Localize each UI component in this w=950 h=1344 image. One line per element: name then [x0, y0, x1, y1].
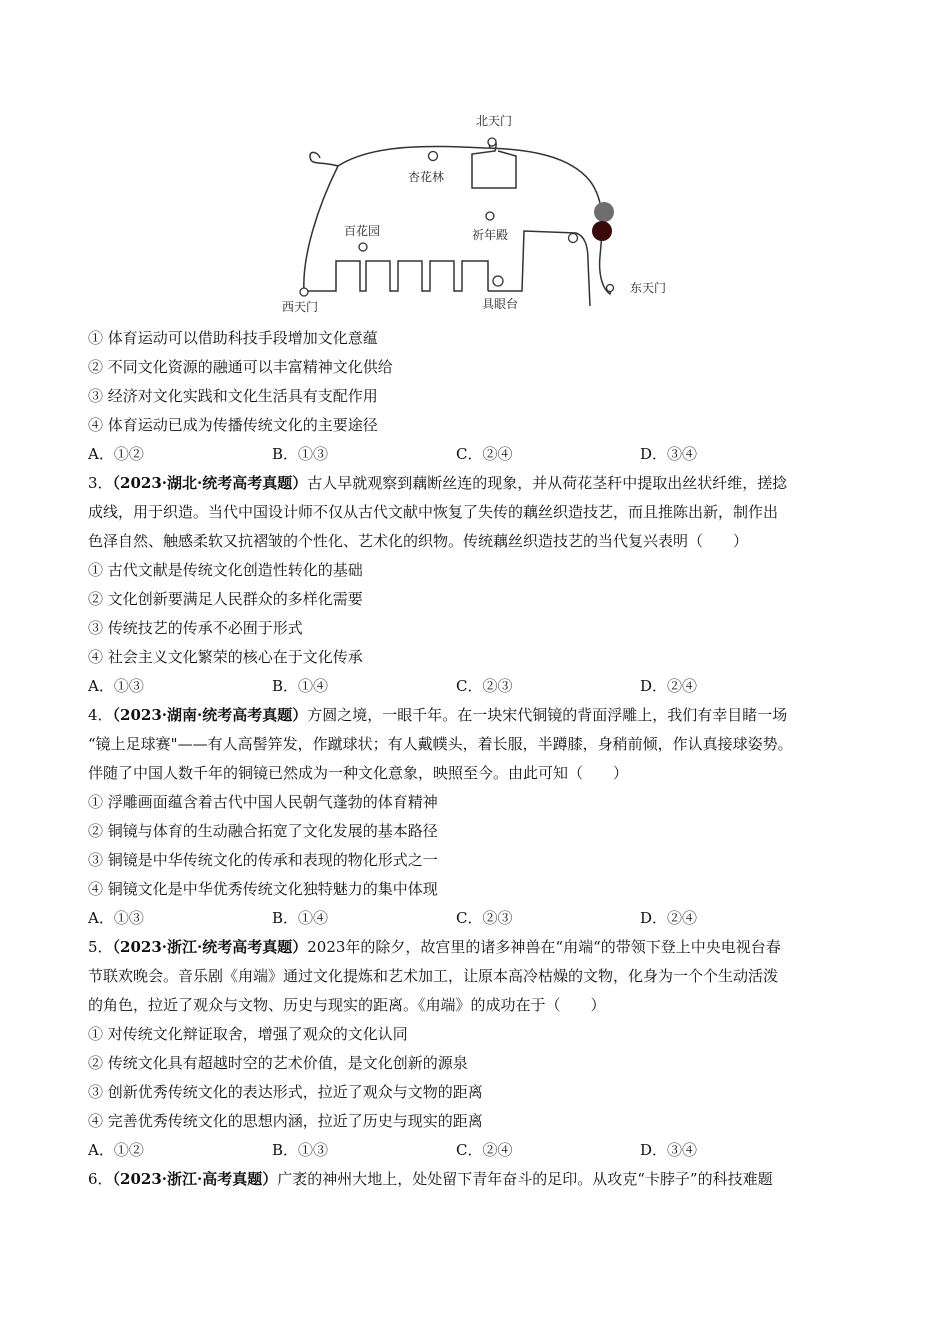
east-gate-label: 东天门: [630, 281, 667, 295]
elephant-route-map: [282, 106, 690, 321]
question-4-stem: [88, 701, 888, 730]
question-number: 6．: [88, 1170, 113, 1188]
question-text: 广袤的神州大地上，处处留下青年奋斗的足印。从攻克“卡脖子”的科技难题: [277, 1170, 773, 1188]
west-gate-label: 西天门: [282, 300, 319, 314]
option-a: A．①②: [88, 445, 144, 463]
junction-marker: [569, 234, 578, 243]
option-d: D．②④: [640, 677, 698, 695]
route-west-leg: [304, 166, 338, 291]
route-legs: [304, 261, 488, 291]
statement: ④ 完善优秀传统文化的思想内涵，拉近了历史与现实的距离: [88, 1112, 483, 1130]
question-3-stem-line: 成线，用于织造。当代中国设计师不仅从古代文献中恢复了失传的藕丝织造技艺，而且推陈出新，制作出: [88, 503, 779, 521]
statement: ① 体育运动可以借助科技手段增加文化意蕴: [88, 329, 378, 347]
question-5-stem: [88, 933, 888, 962]
question-2-options: [88, 440, 888, 469]
viewing-platform-marker: [493, 276, 503, 286]
question-content: [88, 324, 888, 1194]
apricot-grove-marker: [429, 152, 438, 161]
statement: ③ 经济对文化实践和文化生活具有支配作用: [88, 387, 378, 405]
question-source: （2023·浙江·高考真题）: [112, 1170, 278, 1188]
statement: ① 古代文献是传统文化创造性转化的基础: [88, 561, 363, 579]
question-5-options: [88, 1136, 888, 1165]
statement: ② 不同文化资源的融通可以丰富精神文化供给: [88, 358, 393, 376]
option-c: C．②③: [456, 677, 513, 695]
prayer-hall-label: 祈年殿: [472, 228, 509, 242]
statement: ① 对传统文化辩证取舍，增强了观众的文化认同: [88, 1025, 408, 1043]
question-4-stem-line: “镜上足球赛"——有人高髻笄发，作蹴球状；有人戴幞头，着长服，半蹲膝，身稍前倾，作认真接球姿势。: [88, 735, 793, 753]
north-gate-label: 北天门: [476, 114, 513, 128]
statement: ④ 社会主义文化繁荣的核心在于文化传承: [88, 648, 363, 666]
option-c: C．②④: [456, 1141, 513, 1159]
option-b: B．①③: [272, 445, 329, 463]
question-source: （2023·湖北·统考高考真题）: [112, 474, 308, 492]
apricot-grove-label: 杏花林: [408, 170, 445, 184]
question-4-options: [88, 904, 888, 933]
statement: ① 浮雕画面蕴含着古代中国人民朝气蓬勃的体育精神: [88, 793, 438, 811]
question-3-options: [88, 672, 888, 701]
option-a: A．①③: [88, 677, 144, 695]
dark-position-dot: [592, 221, 612, 241]
route-map-drawing: [282, 106, 690, 321]
option-d: D．③④: [640, 1141, 698, 1159]
option-a: A．①②: [88, 1141, 144, 1159]
viewing-platform-label: 具眼台: [482, 297, 519, 311]
question-6-stem: [88, 1165, 888, 1194]
option-d: D．②④: [640, 909, 698, 927]
gray-position-dot: [594, 202, 614, 222]
option-d: D．③④: [640, 445, 698, 463]
statement: ② 传统文化具有超越时空的艺术价值，是文化创新的源泉: [88, 1054, 468, 1072]
flower-garden-marker: [359, 243, 367, 251]
option-a: A．①③: [88, 909, 144, 927]
question-5-stem-line: 节联欢晚会。音乐剧《甪端》通过文化提炼和艺术加工，让原本高冷枯燥的文物，化身为一个个生动活泼: [88, 967, 779, 985]
route-tail: [310, 152, 338, 166]
option-c: C．②④: [456, 445, 513, 463]
question-3-stem: [88, 469, 888, 498]
north-gate-marker: [488, 138, 496, 146]
option-b: B．①④: [272, 909, 329, 927]
option-c: C．②③: [456, 909, 513, 927]
flower-garden-label: 百花园: [344, 224, 381, 238]
west-gate-marker: [300, 288, 308, 296]
route-outline: [338, 146, 612, 294]
statement: ④ 铜镜文化是中华优秀传统文化独特魅力的集中体现: [88, 880, 438, 898]
question-text: 2023年的除夕，故宫里的诸多神兽在“甪端“的带领下登上中央电视台春: [307, 938, 781, 956]
question-text: 方圆之境，一眼千年。在一块宋代铜镜的背面浮雕上，我们有幸目睹一场: [307, 706, 788, 724]
question-source: （2023·湖南·统考高考真题）: [112, 706, 308, 724]
east-gate-marker: [607, 285, 614, 292]
question-5-stem-line: 的角色，拉近了观众与文物、历史与现实的距离。《甪端》的成功在于（ ）: [88, 996, 606, 1014]
question-text: 古人早就观察到藕断丝连的现象，并从荷花茎秆中提取出丝状纤维，搓捻: [307, 474, 788, 492]
statement: ③ 创新优秀传统文化的表达形式，拉近了观众与文物的距离: [88, 1083, 483, 1101]
question-2-statements: [88, 324, 888, 440]
statement: ② 文化创新要满足人民群众的多样化需要: [88, 590, 363, 608]
question-number: 3．: [88, 474, 113, 492]
option-b: B．①③: [272, 1141, 329, 1159]
question-number: 5．: [88, 938, 113, 956]
question-source: （2023·浙江·统考高考真题）: [112, 938, 308, 956]
question-3-stem-line: 色泽自然、触感柔软又抗褶皱的个性化、艺术化的织物。传统藕丝织造技艺的当代复兴表明（ ）: [88, 532, 749, 550]
statement: ③ 铜镜是中华传统文化的传承和表现的物化形式之一: [88, 851, 438, 869]
statement: ④ 体育运动已成为传播传统文化的主要途径: [88, 416, 378, 434]
statement: ② 铜镜与体育的生动融合拓宽了文化发展的基本路径: [88, 822, 438, 840]
question-4-stem-line: 伴随了中国人数千年的铜镜已然成为一种文化意象，映照至今。由此可知（ ）: [88, 764, 629, 782]
option-b: B．①④: [272, 677, 329, 695]
statement: ③ 传统技艺的传承不必囿于形式: [88, 619, 303, 637]
question-number: 4．: [88, 706, 113, 724]
prayer-hall-marker: [486, 212, 494, 220]
